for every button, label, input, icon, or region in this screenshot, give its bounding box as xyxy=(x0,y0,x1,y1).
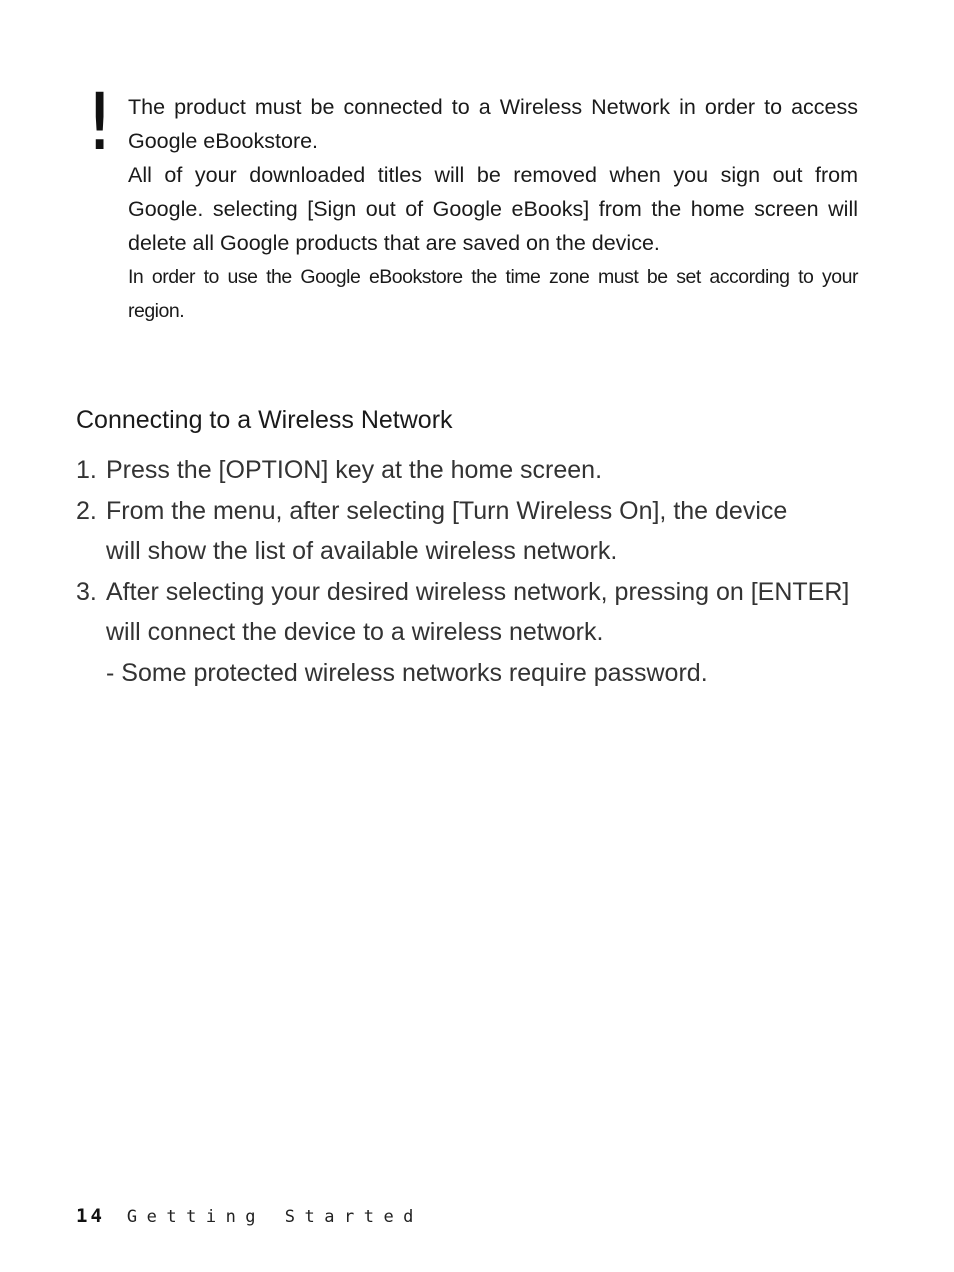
page-footer xyxy=(76,1203,423,1230)
step-3 xyxy=(76,572,876,694)
step-number: 1. xyxy=(76,456,97,484)
step-2 xyxy=(76,491,876,572)
note-paragraph-sign-out: All of your downloaded titles will be removed when you sign out from Google. selecting [Sign out of Google eBooks] from the home screen will delete all Google products that are saved on the device. xyxy=(128,163,858,255)
note-paragraph-connection: The product must be connected to a Wireless Network in order to access Google eBookstore. xyxy=(128,95,858,153)
page-number: 14 xyxy=(76,1205,105,1227)
exclamation-icon: ! xyxy=(84,78,116,168)
step-number: 3. xyxy=(76,577,97,606)
section-title: Connecting to a Wireless Network xyxy=(76,406,453,434)
step-note: - Some protected wireless networks require password. xyxy=(106,658,708,687)
step-text-line: From the menu, after selecting [Turn Wireless On], the device xyxy=(106,496,788,525)
note-paragraph-time-zone: In order to use the Google eBookstore the time zone must be set according to your region. xyxy=(128,266,858,322)
step-text: Press the [OPTION] key at the home screen. xyxy=(106,456,603,484)
step-number: 2. xyxy=(76,496,97,525)
step-text xyxy=(106,491,876,572)
step-1 xyxy=(76,450,876,491)
step-text-line: After selecting your desired wireless network, pressing on [ENTER] xyxy=(106,577,850,606)
chapter-title: Getting Started xyxy=(126,1207,423,1227)
step-text-line: will show the list of available wireless network. xyxy=(106,537,618,565)
steps-list xyxy=(76,450,876,693)
step-text xyxy=(106,572,876,694)
caution-note xyxy=(128,90,858,328)
step-text-line: will connect the device to a wireless network. xyxy=(106,618,604,646)
